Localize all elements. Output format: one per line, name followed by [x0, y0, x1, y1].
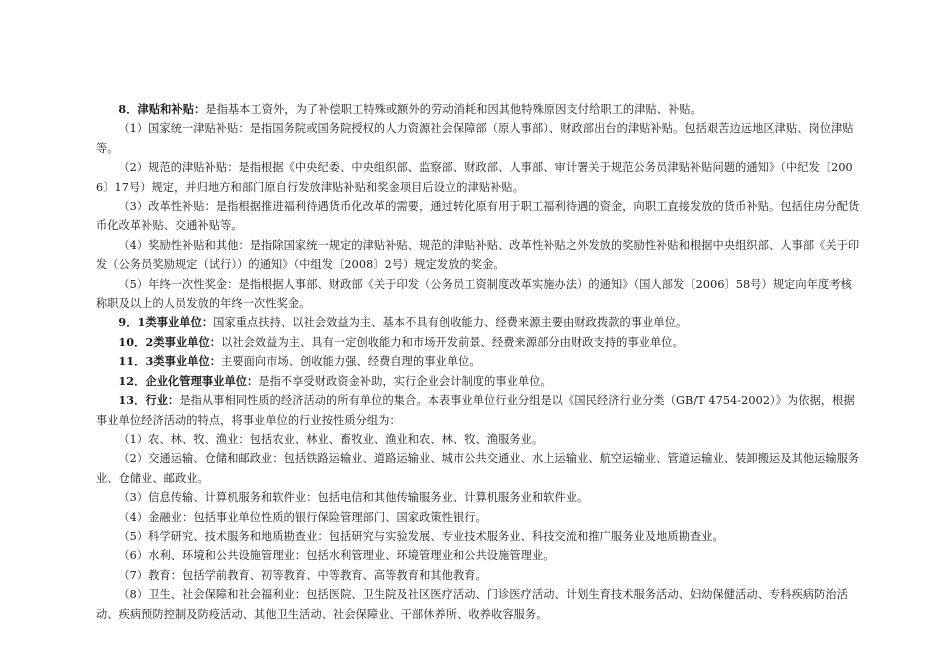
term-label: 12．企业化管理事业单位： — [118, 373, 259, 388]
paragraph-13-1 — [96, 430, 860, 449]
paragraph-text: 是指从事相同性质的经济活动的所有单位的集合。本表事业单位行业分组是以《国民经济行业分类（GB/T 4754-2002）》为依据，根据事业单位经济活动的特点，将事业单位的行业按性质分组为： — [96, 394, 855, 427]
term-label: 10．2类事业单位： — [118, 334, 222, 349]
paragraph-text: （2）交通运输、仓储和邮政业：包括铁路运输业、道路运输业、城市公共交通业、水上运输业、航空运输业、管道运输业、装卸搬运及其他运输服务业、仓储业、邮政业。 — [96, 452, 860, 485]
paragraph-text: （5）科学研究、技术服务和地质勘查业：包括研究与实验发展、专业技术服务业、科技交流和推广服务业及地质勘查业。 — [118, 529, 724, 543]
paragraph-13-3 — [96, 488, 860, 507]
paragraph-8-2 — [96, 158, 860, 197]
paragraph-text: （3）改革性补贴：是指根据推进福利待遇货币化改革的需要，通过转化原有用于职工福利待遇的资金，向职工直接发放的货币补贴。包括住房分配货币化改革补贴、交通补贴等。 — [96, 200, 860, 233]
paragraph-text: （4）金融业：包括事业单位性质的银行保险管理部门、国家政策性银行。 — [118, 510, 487, 524]
paragraph-13-5 — [96, 527, 860, 546]
paragraph-12 — [96, 372, 860, 391]
paragraph-9 — [96, 313, 860, 332]
paragraph-8-1 — [96, 119, 860, 158]
paragraph-13-4 — [96, 508, 860, 527]
paragraph-text: （1）农、林、牧、渔业：包括农业、林业、畜牧业、渔业和农、林、牧、渔服务业。 — [118, 432, 544, 446]
paragraph-text: 主要面向市场、创收能力强、经费自理的事业单位。 — [221, 355, 481, 369]
paragraph-text: 以社会效益为主、具有一定创收能力和市场开发前景、经费来源部分由财政支持的事业单位。 — [221, 335, 684, 349]
paragraph-text: （8）卫生、社会保障和社会福利业：包括医院、卫生院及社区医疗活动、门诊医疗活动、计划生育技术服务活动、妇幼保健活动、专科疾病防治活动、疾病预防控制及防疫活动、其他卫生活动、社会保障业、干部休养所、收养收容服务。 — [96, 588, 849, 621]
paragraph-text: （5）年终一次性奖金：是指根据人事部、财政部《关于印发（公务员工资制度改革实施办法）的通知》（国人部发〔2006〕58号）规定向年度考核称职及以上的人员发放的年终一次性奖金。 — [96, 277, 852, 311]
paragraph-13 — [96, 391, 860, 430]
paragraph-13-7 — [96, 566, 860, 585]
paragraph-text: （7）教育：包括学前教育、初等教育、中等教育、高等教育和其他教育。 — [118, 568, 487, 582]
term-label: 13．行业： — [118, 393, 180, 408]
paragraph-text: 是指不享受财政资金补助，实行企业会计制度的事业单位。 — [258, 374, 552, 388]
term-label: 8．津贴和补贴： — [118, 102, 206, 116]
paragraph-text: 国家重点扶持、以社会效益为主、基本不具有创收能力、经费来源主要由财政拨款的事业单位。 — [213, 316, 688, 330]
paragraph-8 — [96, 100, 860, 119]
paragraph-8-3 — [96, 197, 860, 236]
paragraph-13-6 — [96, 546, 860, 565]
paragraph-text: （4）奖励性补贴和其他：是指除国家统一规定的津贴补贴、规范的津贴补贴、改革性补贴之外发放的奖励性补贴和根据中央组织部、人事部《关于印发（公务员奖励规定（试行））的通知》（中组发〔2008〕2号）规定发放的奖金。 — [96, 238, 860, 272]
paragraph-8-4 — [96, 236, 860, 275]
term-label: 9．1类事业单位： — [118, 315, 214, 330]
term-label: 11．3类事业单位： — [118, 354, 222, 369]
paragraph-text: （6）水利、环境和公共设施管理业：包括水利管理业、环境管理业和公共设施管理业。 — [118, 549, 555, 563]
paragraph-13-8 — [96, 585, 860, 624]
paragraph-text: （2）规范的津贴补贴：是指根据《中央纪委、中央组织部、监察部、财政部、人事部、审计署关于规范公务员津贴补贴问题的通知》（中纪发〔2006〕17号）规定，并归地方和部门原自行发放津贴补贴和奖金项目后设立的津贴补贴。 — [96, 161, 853, 194]
paragraph-13-2 — [96, 449, 860, 488]
paragraph-10 — [96, 333, 860, 352]
paragraph-text: （3）信息传输、计算机服务和软件业：包括电信和其他传输服务业、计算机服务业和软件业。 — [118, 491, 589, 505]
paragraph-text: （1）国家统一津贴补贴：是指国务院或国务院授权的人力资源社会保障部（原人事部）、财政部出台的津贴补贴。包括艰苦边远地区津贴、岗位津贴等。 — [96, 122, 854, 155]
paragraph-text: 是指基本工资外，为了补偿职工特殊或额外的劳动消耗和因其他特殊原因支付给职工的津贴、补贴。 — [205, 103, 702, 116]
paragraph-8-5 — [96, 275, 860, 314]
paragraph-11 — [96, 352, 860, 371]
